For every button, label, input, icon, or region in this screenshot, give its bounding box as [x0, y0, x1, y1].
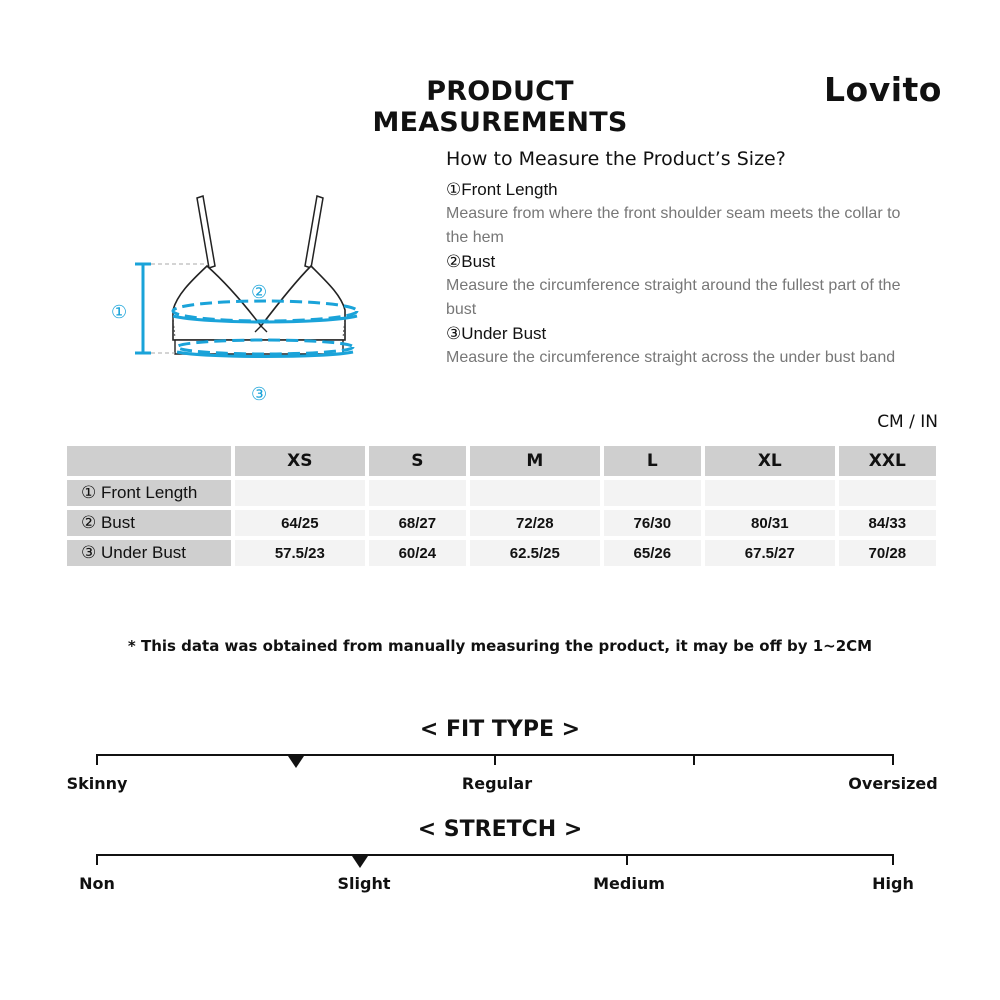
size-header: L	[604, 446, 701, 476]
fit-type-tick	[96, 754, 98, 765]
table-cell	[470, 480, 600, 506]
size-chart-table	[63, 442, 940, 570]
table-cell: 64/25	[235, 510, 365, 536]
table-row	[67, 480, 936, 506]
stretch-label-slight: Slight	[337, 874, 391, 893]
how-to-heading: How to Measure the Product’s Size?	[446, 148, 786, 170]
table-cell: 68/27	[369, 510, 466, 536]
table-cell: 72/28	[470, 510, 600, 536]
under-bust-desc: Measure the circumference straight across the under bust band	[446, 349, 896, 366]
front-length-desc: Measure from where the front shoulder seam meets the collar to the hem	[446, 205, 901, 246]
table-cell: 70/28	[839, 540, 936, 566]
bust-label: ②	[251, 282, 268, 303]
brand-logo: Lovito	[824, 70, 942, 109]
table-cell	[705, 480, 835, 506]
under-bust-title: ③Under Bust	[446, 324, 547, 343]
stretch-tick	[892, 854, 894, 865]
fit-label-oversized: Oversized	[848, 774, 938, 793]
table-cell: 67.5/27	[705, 540, 835, 566]
table-corner-cell	[67, 446, 231, 476]
front-length-title: ①Front Length	[446, 180, 558, 199]
table-cell	[604, 480, 701, 506]
stretch-title: < STRETCH >	[417, 817, 583, 842]
table-row	[67, 510, 936, 536]
front-length-label: ①	[111, 302, 128, 323]
size-header: S	[369, 446, 466, 476]
under-bust-label: ③	[251, 384, 268, 405]
size-header: XXL	[839, 446, 936, 476]
row-label: ② Bust	[67, 510, 231, 536]
page-title: PRODUCT MEASUREMENTS	[372, 76, 628, 138]
table-cell	[235, 480, 365, 506]
table-header-row	[67, 446, 936, 476]
stretch-label-high: High	[872, 874, 914, 893]
stretch-label-medium: Medium	[593, 874, 665, 893]
stretch-tick	[96, 854, 98, 865]
table-cell	[369, 480, 466, 506]
table-cell: 60/24	[369, 540, 466, 566]
size-header: XL	[705, 446, 835, 476]
fit-type-tick	[693, 754, 695, 765]
size-header: M	[470, 446, 600, 476]
row-label: ③ Under Bust	[67, 540, 231, 566]
fit-type-tick	[892, 754, 894, 765]
table-cell: 62.5/25	[470, 540, 600, 566]
table-row	[67, 540, 936, 566]
stretch-scale-line	[97, 854, 894, 856]
stretch-marker-icon	[352, 856, 368, 868]
bra-measurement-diagram	[95, 190, 395, 410]
how-to-measure-section	[446, 148, 926, 370]
table-cell: 84/33	[839, 510, 936, 536]
bust-desc: Measure the circumference straight around the fullest part of the bust	[446, 277, 901, 318]
row-label: ① Front Length	[67, 480, 231, 506]
fit-type-tick	[494, 754, 496, 765]
table-cell	[839, 480, 936, 506]
stretch-tick	[626, 854, 628, 865]
table-cell: 80/31	[705, 510, 835, 536]
bust-title: ②Bust	[446, 252, 496, 271]
fit-label-skinny: Skinny	[66, 774, 128, 793]
measurement-note: * This data was obtained from manually measuring the product, it may be off by 1~2CM	[127, 637, 873, 655]
table-cell: 57.5/23	[235, 540, 365, 566]
fit-type-title: < FIT TYPE >	[419, 717, 581, 742]
table-cell: 76/30	[604, 510, 701, 536]
fit-label-regular: Regular	[461, 774, 533, 793]
stretch-label-non: Non	[79, 874, 115, 893]
unit-label: CM / IN	[877, 412, 938, 432]
size-header: XS	[235, 446, 365, 476]
table-cell: 65/26	[604, 540, 701, 566]
fit-type-marker-icon	[288, 756, 304, 768]
